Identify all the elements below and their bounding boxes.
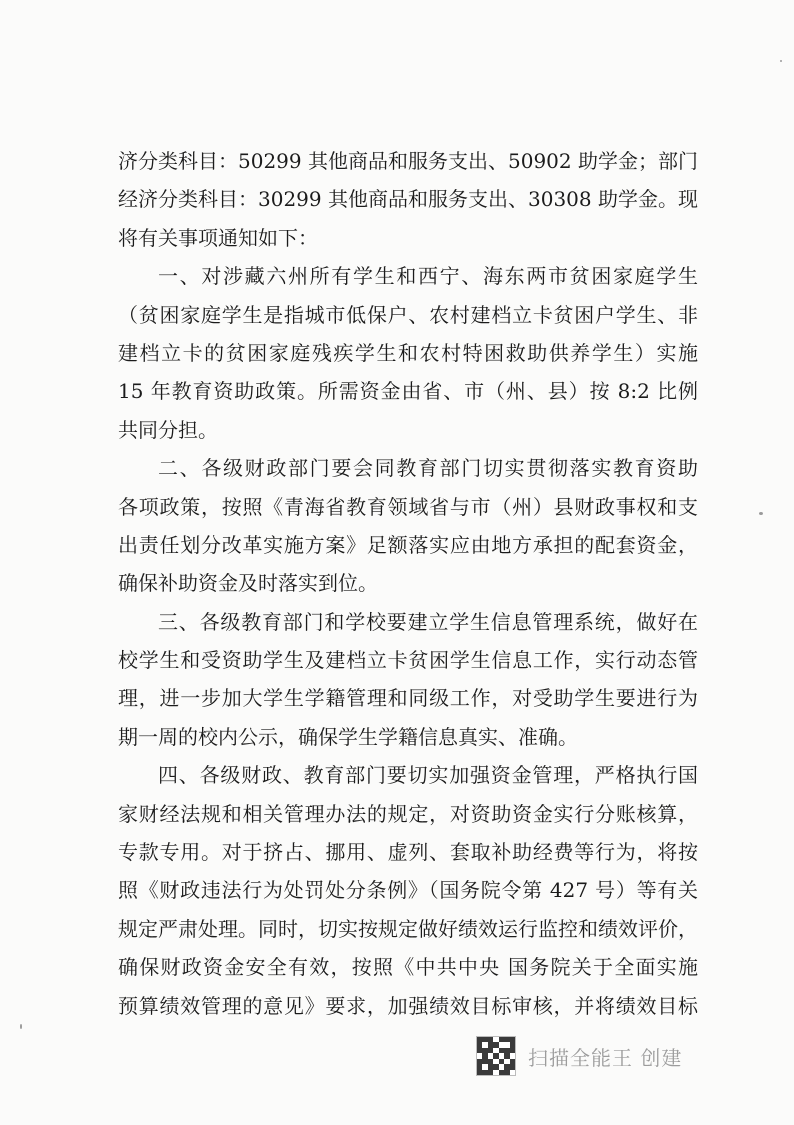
speck [759, 512, 763, 515]
scanner-watermark [476, 1036, 682, 1076]
text-line: 经济分类科目：30299 其他商品和服务支出、30308 助学金。现 [118, 187, 698, 212]
speck [780, 60, 782, 62]
text-line: 期一周的校内公示，确保学生学籍信息真实、准确。 [118, 724, 578, 749]
text-line: 家财经法规和相关管理办法的规定，对资助资金实行分账核算， [118, 801, 698, 826]
qr-code-icon [476, 1036, 516, 1076]
text-line: 出责任划分改革实施方案》足额落实应由地方承担的配套资金， [118, 532, 698, 557]
text-line: 共同分担。 [118, 417, 218, 442]
paragraph-3-start: 三、各级教育部门和学校要建立学生信息管理系统，做好在 [158, 609, 698, 634]
text-line: 预算绩效管理的意见》要求，加强绩效目标审核，并将绩效目标 [118, 993, 698, 1018]
text-line: 规定严肃处理。同时，切实按规定做好绩效运行监控和绩效评价， [118, 916, 698, 941]
paragraph-1-start: 一、对涉藏六州所有学生和西宁、海东两市贫困家庭学生 [158, 264, 698, 289]
paragraph-2-start: 二、各级财政部门要会同教育部门切实贯彻落实教育资助 [158, 456, 698, 481]
text-line: 将有关事项通知如下： [118, 225, 318, 250]
text-line: 各项政策，按照《青海省教育领域省与市（州）县财政事权和支 [118, 494, 698, 519]
text-line: （贫困家庭学生是指城市低保户、农村建档立卡贫困户学生、非 [118, 302, 698, 327]
text-line: 照《财政违法行为处罚处分条例》（国务院令第 427 号）等有关 [118, 878, 698, 903]
text-line: 15 年教育资助政策。所需资金由省、市（州、县）按 8:2 比例 [118, 379, 698, 404]
text-line: 确保补助资金及时落实到位。 [118, 571, 378, 596]
text-line: 校学生和受资助学生及建档立卡贫困学生信息工作，实行动态管 [118, 648, 698, 673]
text-line: 确保财政资金安全有效，按照《中共中央 国务院关于全面实施 [118, 955, 698, 980]
text-line: 建档立卡的贫困家庭残疾学生和农村特困救助供养学生）实施 [118, 340, 698, 365]
speck [20, 1024, 22, 1029]
document-body [118, 142, 698, 1025]
text-line: 专款专用。对于挤占、挪用、虚列、套取补助经费等行为，将按 [118, 840, 698, 865]
watermark-text: 扫描全能王 创建 [528, 1045, 683, 1070]
text-line: 理，进一步加大学生学籍管理和同级工作，对受助学生要进行为 [118, 686, 698, 711]
text-line: 济分类科目：50299 其他商品和服务支出、50902 助学金；部门 [118, 149, 698, 173]
paragraph-4-start: 四、各级财政、教育部门要切实加强资金管理，严格执行国 [158, 763, 698, 788]
